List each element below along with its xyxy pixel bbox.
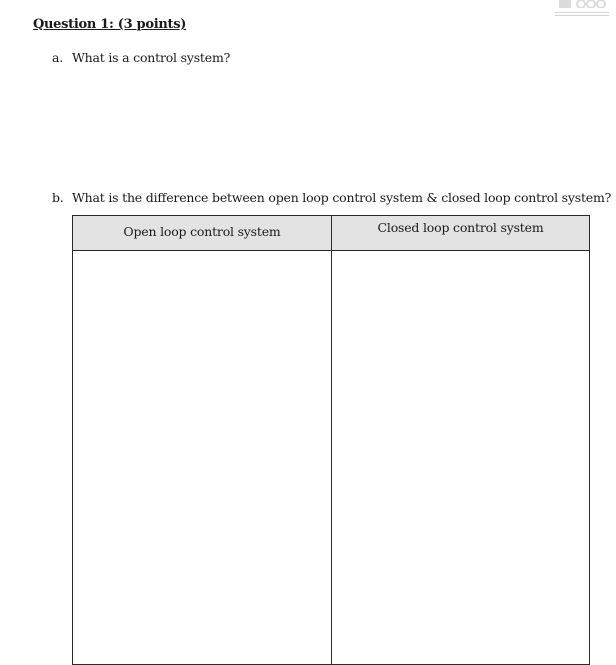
item-a-text: What is a control system? bbox=[72, 50, 231, 65]
header-closed-loop: Closed loop control system bbox=[377, 220, 544, 235]
logo-mark-icon bbox=[559, 0, 607, 8]
item-a-marker: a. bbox=[52, 50, 64, 65]
answer-cell-open-loop[interactable] bbox=[73, 251, 331, 664]
logo-caption-line bbox=[555, 12, 609, 13]
logo-caption-line bbox=[555, 15, 609, 16]
institution-logo bbox=[553, 0, 611, 20]
comparison-table bbox=[72, 215, 590, 665]
item-b-marker: b. bbox=[52, 190, 64, 205]
question-title: Question 1: (3 points) bbox=[33, 17, 187, 32]
header-open-loop: Open loop control system bbox=[123, 224, 281, 239]
item-b-text: What is the difference between open loop control system & closed loop control system? bbox=[72, 190, 612, 205]
answer-cell-closed-loop[interactable] bbox=[332, 251, 589, 664]
